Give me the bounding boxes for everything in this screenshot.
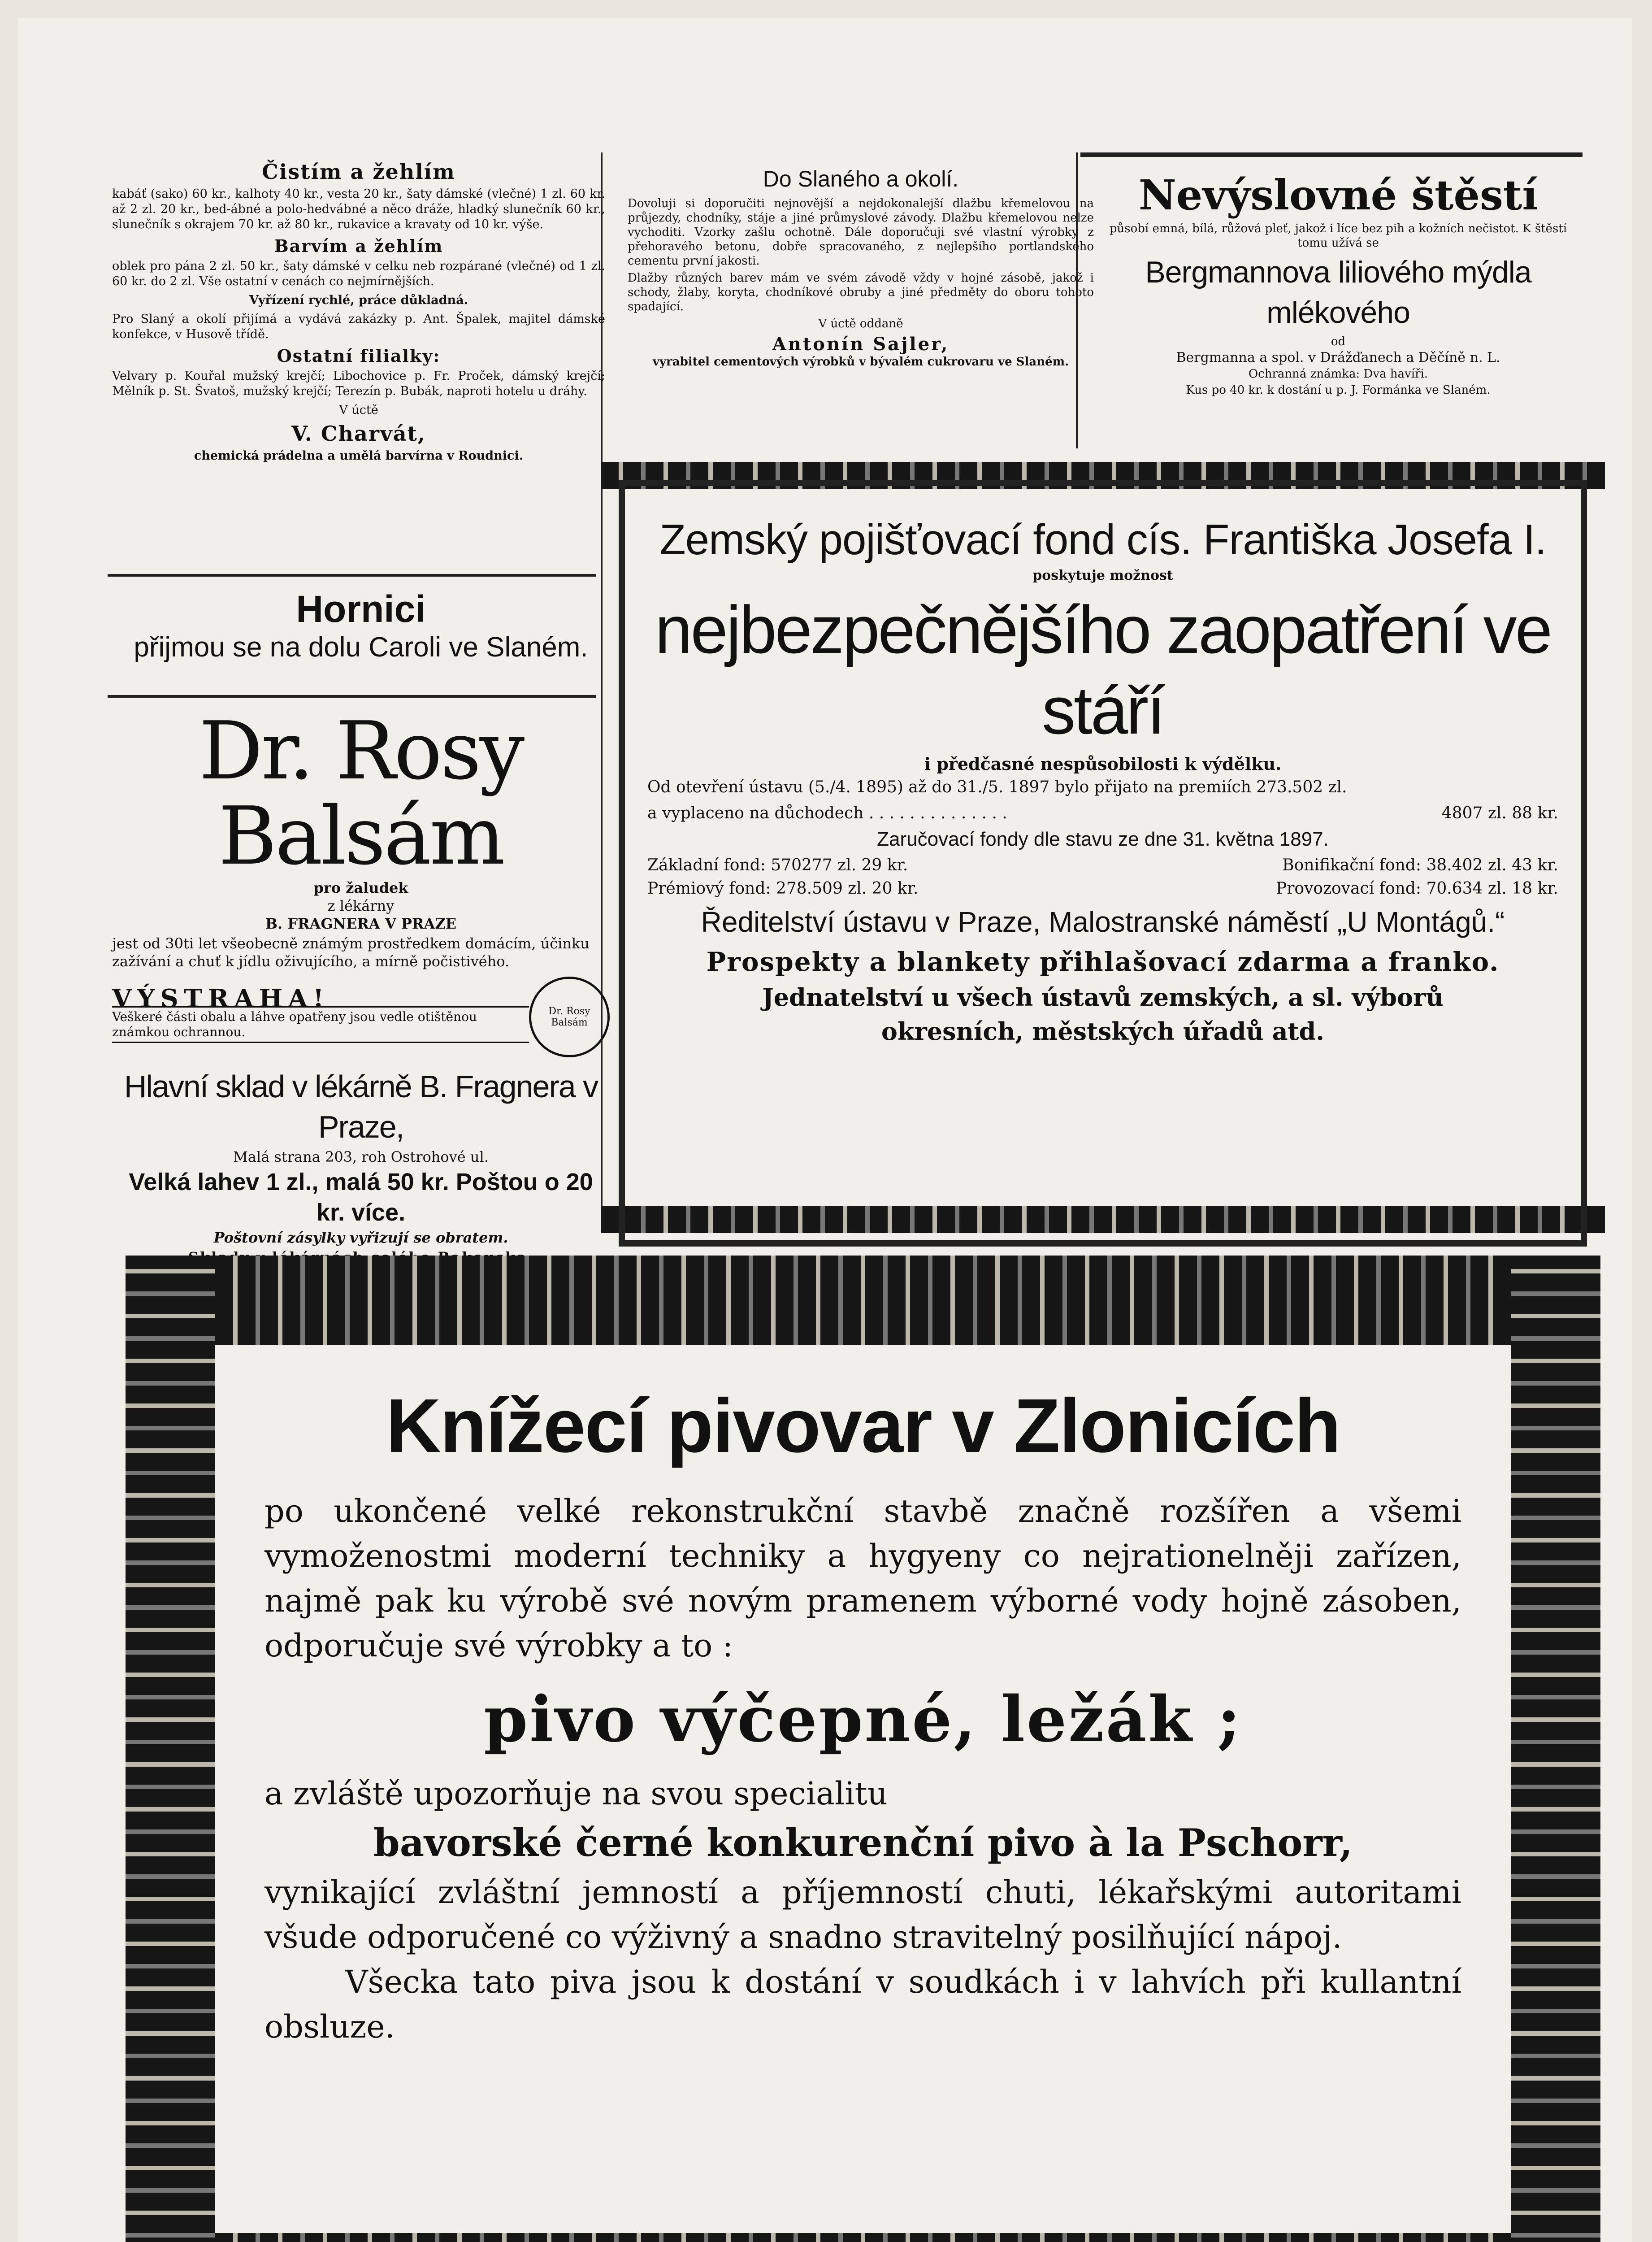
warning-body: Veškeré části obalu a láhve opatřeny jsou vedle otištěnou známkou ochrannou.: [112, 1006, 529, 1043]
fund-jednatelstvi-1: Jednatelství u všech ústavů zemských, a sl. výborů: [762, 983, 1444, 1012]
signature: V. Charvát,: [291, 421, 426, 446]
fund-p1: Od otevření ústavu (5./4. 1895) až do 31./5. 1897 bylo přijato na premiích 273.502 zl.: [647, 778, 1347, 796]
service-note: Vyřízení rychlé, práce důkladná.: [249, 293, 468, 307]
fund-reditelstvi: Ředitelství ústavu v Praze, Malostranské náměstí „U Montágů.“: [701, 906, 1505, 938]
cleaning-prices: kabáť (sako) 60 kr., kalhoty 40 kr., vesta 20 kr., šaty dámské (vlečné) 1 zl. 60 kr. až 2 zl. 20 kr., bed-ábné a polo-hedvábné a něco dráže, hladký slunečník 60 kr., slunečník s okrajem 70 kr. až 80 kr., rukavice a kravaty od 10 kr. výše.: [112, 187, 605, 231]
fund-row-2: [647, 877, 1558, 900]
soap-od: od: [1331, 335, 1346, 348]
brewery-p3: vynikající zvláštní jemností a příjemností chuti, lékařskými autoritami všude odporučené co výživný a snadno stravitelný posilňující nápoj.: [264, 1874, 1461, 1955]
ornament-frame-top: [126, 1256, 1600, 1345]
seal-text: Dr. Rosy Balsám: [548, 1006, 590, 1028]
fund-row-1: [647, 854, 1558, 877]
brewery-p2: a zvláště upozorňuje na svou specialitu: [264, 1775, 888, 1812]
ornament-frame-right: [1511, 1256, 1600, 2242]
concrete-ad-regards: V úctě oddaně: [818, 317, 903, 330]
rosy-body: jest od 30ti let všeobecně známým prostředkem domácím, účinku zažívání a chuť k jídlu oživujícího, a mírně počistivého.: [112, 935, 590, 970]
fund-p2-right: 4807 zl. 88 kr.: [1441, 804, 1558, 822]
rosy-fragner: B. FRAGNERA V PRAZE: [265, 915, 457, 932]
rosy-pro: pro žaludek: [313, 879, 408, 896]
soap-ad: [1096, 170, 1580, 399]
fund-zarucovaci: Zaručovací fondy dle stavu ze dne 31. května 1897.: [877, 828, 1329, 850]
concrete-ad: [628, 166, 1094, 372]
price-line: Velká lahev 1 zl., malá 50 kr. Poštou o 20 kr. více.: [129, 1169, 593, 1226]
fund-bonifikacni: Bonifikační fond: 38.402 zl. 43 kr.: [1282, 856, 1558, 874]
divider-rosy: [108, 695, 596, 698]
branches-list: Velvary p. Kouřal mužský krejčí; Libochovice p. Fr. Proček, dámský krejčí; Mělník p. St. Švatoš, mužský krejčí; Terezín p. Bubák, naproti hotelu u dráhy.: [112, 369, 605, 398]
soap-p1: působí emná, bílá, růžová pleť, jakož i líce bez pih a kožních nečistot. K štěstí tomu užívá se: [1109, 222, 1567, 250]
soap-maker: Bergmanna a spol. v Drážďanech a Děčíně n. L.: [1176, 350, 1500, 365]
branches-title: Ostatní filialky:: [277, 346, 441, 366]
brewery-title: Knížecí pivovar v Zlonicích: [386, 1383, 1340, 1469]
soap-trademark: Ochranná známka: Dva havíři.: [1248, 367, 1428, 381]
seal-icon: [529, 977, 610, 1057]
brewery-ad: [126, 1256, 1600, 2242]
brewery-p4: Všecka tato piva jsou k dostání v soudkách i v lahvích při kullantní obsluze.: [264, 1964, 1461, 2045]
cleaning-ad-title: Čistím a žehlím: [262, 160, 455, 184]
soap-brand: Bergmannova liliového mýdla mlékového: [1145, 255, 1531, 330]
brewery-beer: pivo výčepné, ležák ;: [484, 1683, 1242, 1756]
soap-price: Kus po 40 kr. k dostání u p. J. Formánka ve Slaném.: [1186, 383, 1491, 397]
fund-p2: [647, 802, 1558, 825]
fund-zakladni: Základní fond: 570277 zl. 29 kr.: [647, 856, 908, 874]
miners-subtitle: přijmou se na dolu Caroli ve Slaném.: [134, 632, 588, 663]
rosy-title: Dr. Rosy Balsám: [199, 704, 523, 882]
fund-title: Zemský pojišťovací fond cís. Františka Josefa I.: [659, 516, 1547, 564]
fund-premiovy: Prémiový fond: 278.509 zl. 20 kr.: [647, 879, 919, 898]
fund-subline: i předčasné nespůsobilosti k výdělku.: [924, 754, 1282, 774]
warning-block: [112, 977, 610, 1057]
fund-jednatelstvi-2: okresních, městských úřadů atd.: [881, 1017, 1325, 1046]
brewery-p1: po ukončené velké rekonstrukční stavbě značně rozšířen a všemi vymoženostmi moderní techniky a hygyeny co nejrationelněji zařízen, najmě pak ku výrobě své novým pramenem výborné vody hojně zásoben, odporučuje své výrobky a to :: [264, 1493, 1461, 1664]
newspaper-page: [18, 18, 1632, 2242]
firm-name: chemická prádelna a umělá barvírna v Roudnici.: [194, 449, 524, 463]
brewery-content: [264, 1381, 1461, 2049]
dyeing-title: Barvím a žehlím: [274, 236, 443, 256]
soap-title: Nevýslovné štěstí: [1138, 171, 1538, 219]
dyeing-prices: oblek pro pána 2 zl. 50 kr., šaty dámské v celku neb rozpárané (vlečné) od 1 zl. 60 kr. do 2 zl. Vše ostatní v cenách co nejmírnějších.: [112, 259, 605, 288]
insurance-fund-ad: [619, 480, 1587, 1247]
agent-note: Pro Slaný a okolí přijímá a vydává zakázky p. Ant. Špalek, majitel dámské konfekce, v Husově třídě.: [112, 312, 605, 341]
concrete-ad-name: Antonín Sajler,: [772, 334, 950, 355]
ornament-frame-bottom: [126, 2233, 1600, 2242]
divider-hornici: [108, 574, 596, 577]
fund-poskytuje: poskytuje možnost: [1032, 568, 1173, 583]
concrete-ad-p2: Dlažby různých barev mám ve svém závodě vždy v hojné zásobě, jakož i schody, žlaby, koryta, chodníkové obruby a jiné předměty do oboru tohoto spadající.: [628, 271, 1094, 313]
concrete-ad-heading: Do Slaného a okolí.: [763, 166, 959, 191]
rosy-balsam-ad: [112, 704, 610, 1267]
warning-title: VÝSTRAHA!: [112, 984, 330, 1013]
postal-note: Poštovní zásylky vyřizují se obratem.: [213, 1229, 508, 1246]
fund-provozovaci: Provozovací fond: 70.634 zl. 18 kr.: [1275, 879, 1558, 898]
regards: V úctě: [339, 403, 378, 417]
store-address: Malá strana 203, roh Ostrohové ul.: [233, 1148, 489, 1165]
brewery-bavarian: bavorské černé konkurenční pivo à la Pschorr,: [373, 1821, 1353, 1865]
main-store: Hlavní sklad v lékárně B. Fragnera v Praze,: [124, 1069, 598, 1144]
rosy-z-lekarny: z lékárny: [327, 897, 395, 914]
top-right-rule: [1080, 152, 1583, 157]
fund-prospekty: Prospekty a blankety přihlašovací zdarma a franko.: [706, 947, 1500, 977]
miners-title: Hornici: [296, 588, 426, 630]
fund-headline: nejbezpečnějšího zaopatření ve stáří: [655, 592, 1551, 748]
concrete-ad-firm: vyrabitel cementových výrobků v bývalém cukrovaru ve Slaném.: [652, 355, 1069, 369]
concrete-ad-p1: Dovoluji si doporučiti nejnovější a nejdokonalejší dlažbu křemelovou na průjezdy, chodníky, stáje a jiné průmyslové závody. Dlažbu křemelovou nelze vychoditi. Vzorky zašlu ochotně. Dále doporučuji své vlastní výrobky z přehoravého betonu, dobře spracovaného, z nejlepšího portlandského cementu první jakosti.: [628, 197, 1094, 268]
fund-p2-left: a vyplaceno na důchodech . . . . . . . . . . . . . .: [647, 804, 1007, 822]
ornament-frame-left: [126, 1256, 215, 2242]
miners-ad: [112, 587, 610, 665]
cleaning-ad: [112, 157, 605, 467]
